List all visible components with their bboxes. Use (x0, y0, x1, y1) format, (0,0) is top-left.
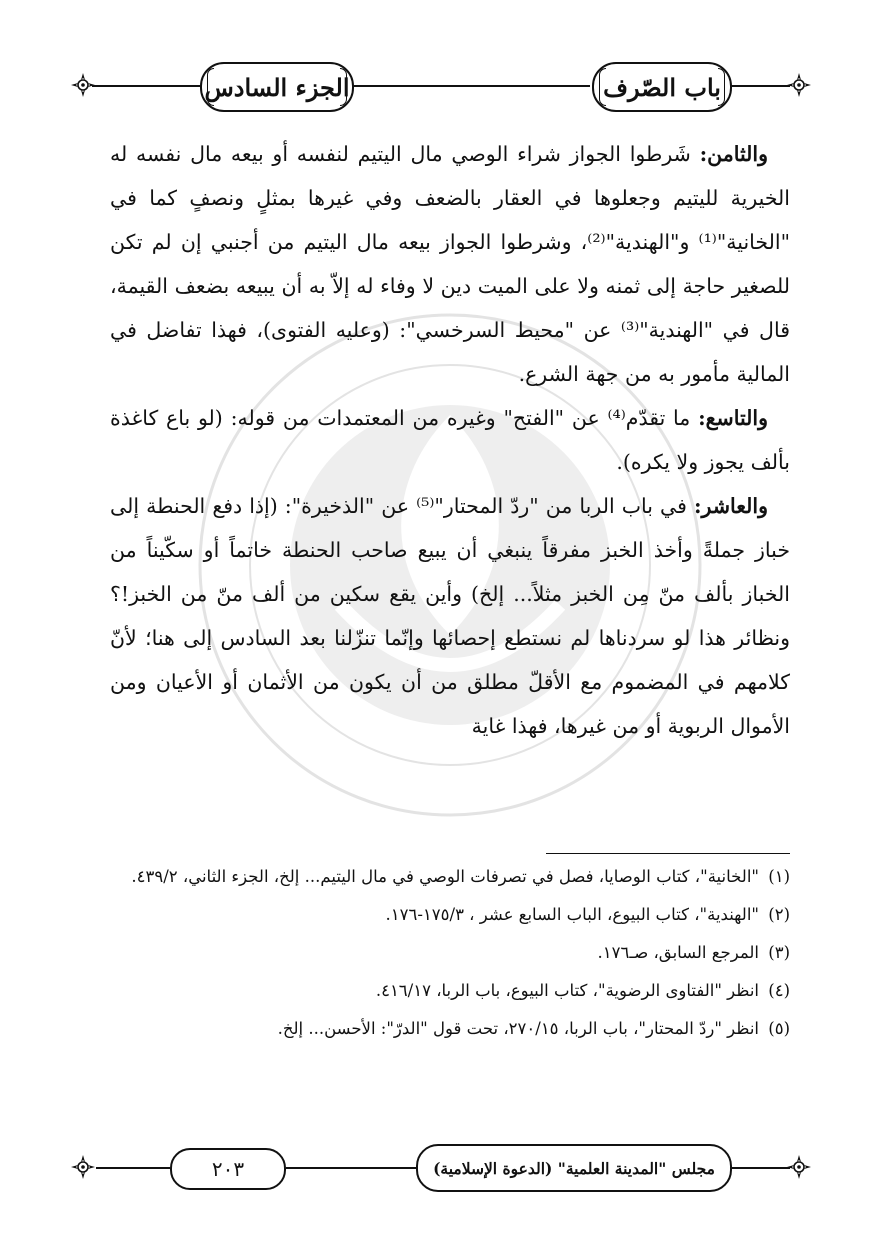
page-footer (70, 1138, 812, 1198)
paragraph-lead: والتاسع: (698, 406, 768, 430)
footnote-text: المرجع السابق، صـ١٧٦. (597, 943, 759, 962)
header-rule (730, 85, 790, 87)
paragraph (110, 484, 790, 748)
ornament-icon (786, 72, 812, 98)
footnotes (110, 858, 790, 1048)
footnote-number: (١) (768, 867, 790, 886)
paragraph (110, 396, 790, 484)
footnote-number: (٣) (768, 943, 790, 962)
footnote (110, 934, 790, 972)
footnote-number: (٥) (768, 1019, 790, 1038)
footnote (110, 858, 790, 896)
footnote-number: (٢) (768, 905, 790, 924)
footer-rule (730, 1167, 790, 1169)
publisher-cartouche: مجلس "المدينة العلمية" (الدعوة الإسلامية) (416, 1144, 732, 1192)
paragraph-lead: والثامن: (699, 142, 768, 166)
paragraph (110, 132, 790, 396)
paragraph-text: في باب الربا من "ردّ المحتار"⁽⁵⁾ عن "الذخيرة": (إذا دفع الحنطة إلى خباز جملةً وأخذ الخبز مفرقاً ينبغي أن يبيع صاحب الحنطة خاتماً أو سكّيناً من الخباز بألف منّ مِن الخبز مثلاً... إلخ) وأين يقع سكين من ألف منّ من الخبز!؟ ونظائر هذا لو سردناها لم نستطع إحصائها وإنّما تنزّلنا بعد السادس إلى هنا؛ لأنّ كلامهم في المضموم مع الأقلّ مطلق من أن يكون من الأثمان أو الأعيان ومن الأموال الربوية أو من غيرها، فهذا غاية (110, 494, 790, 738)
footnote (110, 972, 790, 1010)
paragraph-lead: والعاشر: (693, 494, 769, 518)
header-rule (92, 85, 200, 87)
footnote-separator (546, 853, 790, 854)
page-header (70, 56, 812, 116)
footer-rule (286, 1167, 416, 1169)
chapter-title: باب الصّرف (592, 62, 732, 112)
footnote (110, 896, 790, 934)
header-rule (352, 85, 590, 87)
footnote-number: (٤) (768, 981, 790, 1000)
ornament-icon (70, 1154, 96, 1180)
ornament-icon (786, 1154, 812, 1180)
main-text (110, 132, 790, 748)
footer-rule (96, 1167, 170, 1169)
page-number: ٢٠٣ (170, 1148, 286, 1190)
footnote-text: انظر "الفتاوى الرضوية"، كتاب البيوع، باب الربا، ٤١٦/١٧. (375, 981, 759, 1000)
footnote (110, 1010, 790, 1048)
paragraph-text: ما تقدّم⁽⁴⁾ عن "الفتح" وغيره من المعتمدات من قوله: (لو باع كاغذة بألف يجوز ولا يكره). (110, 406, 790, 474)
footnote-text: "الهندية"، كتاب البيوع، الباب السابع عشر ، ١٧٥/٣-١٧٦. (385, 905, 759, 924)
footnote-text: انظر "ردّ المحتار"، باب الربا، ٢٧٠/١٥، تحت قول "الدرّ": الأحسن... إلخ. (277, 1019, 759, 1038)
juz-title: الجزء السادس (200, 62, 354, 112)
paragraph-text: شَرطوا الجواز شراء الوصي مال اليتيم لنفسه أو بيعه مال نفسه له الخيرية لليتيم وجعلوها في العقار بالضعف وفي غيرها بمثلٍ ونصفٍ كما في "الخانية"⁽¹⁾ و"الهندية"⁽²⁾، وشرطوا الجواز بيعه مال اليتيم من أجنبي إن لم تكن للصغير حاجة إلى ثمنه ولا على الميت دين لا وفاء له إلاّ به أن يبيعه بضعف القيمة، قال في "الهندية"⁽³⁾ عن "محيط السرخسي": (وعليه الفتوى)، فهذا تفاضل في المالية مأمور به من جهة الشرع. (110, 142, 790, 386)
footnote-text: "الخانية"، كتاب الوصايا، فصل في تصرفات الوصي في مال اليتيم... إلخ، الجزء الثاني، ٤٣٩/٢. (131, 867, 759, 886)
